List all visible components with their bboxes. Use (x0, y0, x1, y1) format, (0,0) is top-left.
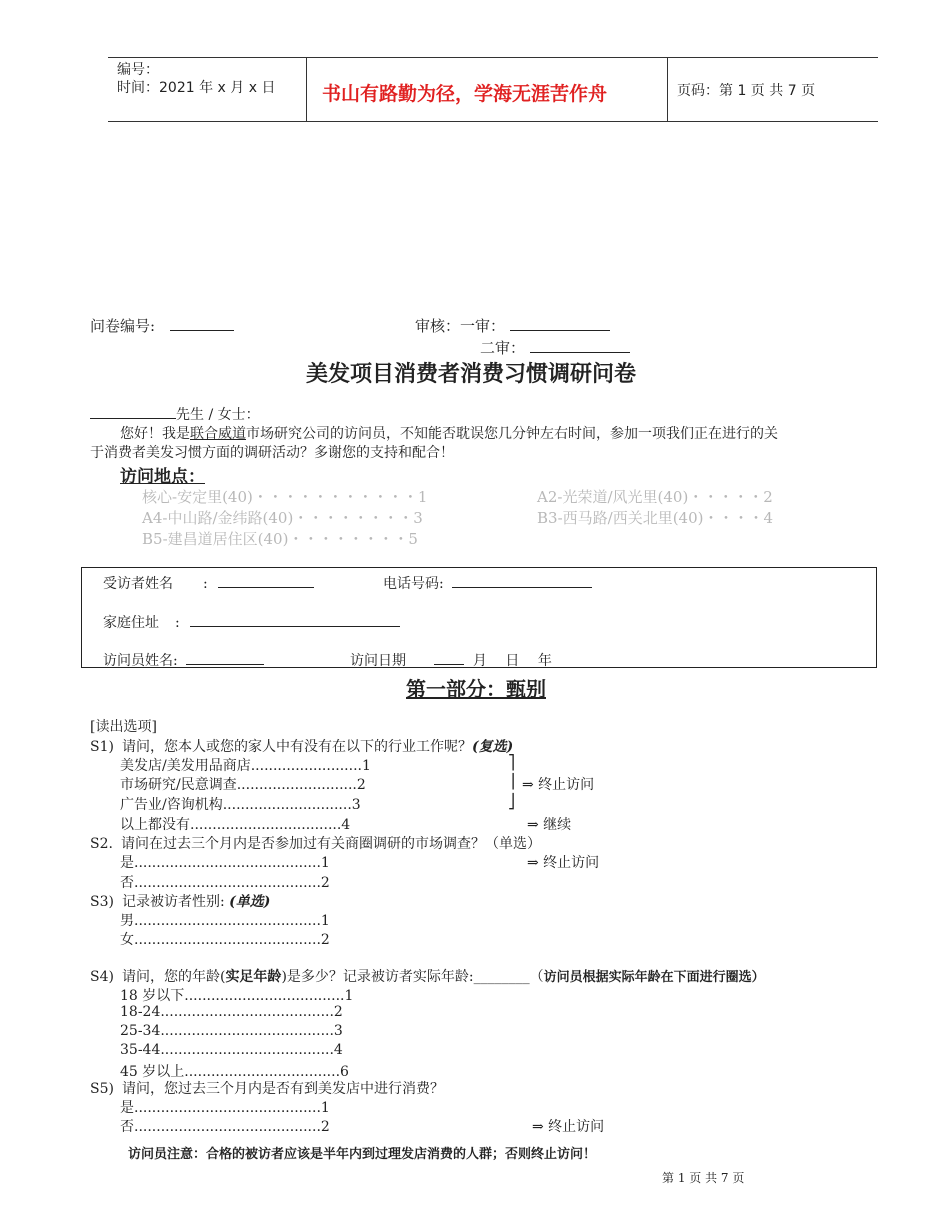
option-row[interactable]: 否..........................................2 (120, 875, 330, 891)
header-divider-1 (306, 57, 307, 122)
header-number: 编号： (117, 62, 159, 78)
option-row[interactable]: 男..........................................1 (120, 913, 330, 929)
question-s1: S1) 请问，您本人或您的家人中有没有在以下的行业工作呢？(复选) (90, 739, 514, 755)
terminate-note: ⇒ 终止访问 (532, 1119, 605, 1135)
question-s2: S2. 请问在过去三个月内是否参加过有关商圈调研的市场调查？（单选） (90, 836, 541, 852)
date-field[interactable] (434, 650, 464, 665)
read-options-label: [读出选项] (90, 719, 157, 735)
questionnaire-number: 问卷编号: (90, 315, 234, 336)
address-row: 家庭住址 : (103, 612, 400, 632)
option-row[interactable]: 以上都没有..................................4 (120, 817, 351, 833)
salutation: 先生 / 女士： (90, 404, 260, 424)
location-item: B5-建昌道居住区(40)・・・・・・・・5 (142, 530, 418, 548)
phone-row: 电话号码: (383, 573, 592, 593)
greeting-line-2: 于消费者美发习惯方面的调研活动？多谢您的支持和配合！ (90, 445, 454, 461)
phone-field[interactable] (452, 573, 592, 588)
location-item: 核心-安定里(40)・・・・・・・・・・・1 (142, 488, 428, 506)
review-second-field[interactable] (530, 338, 630, 353)
option-row[interactable]: 女..........................................2 (120, 932, 330, 948)
option-row[interactable]: 广告业/咨询机构.............................3 (120, 797, 361, 813)
greeting-line-1: 您好！我是联合威道市场研究公司的访问员，不知能否耽误您几分钟左右时间，参加一项我们正在进行的关 (120, 426, 778, 442)
option-row[interactable]: 市场研究/民意调查...........................2 (120, 777, 366, 793)
bracket: ⎥ (508, 774, 515, 790)
header-time: 时间：2021 年 x 月 x 日 (117, 80, 276, 96)
continue-note: ⇒ 继续 (527, 817, 572, 833)
location-item: B3-西马路/西关北里(40)・・・・4 (537, 509, 774, 527)
question-s3: S3) 记录被访者性别: (单选) (90, 894, 271, 910)
name-blank[interactable] (90, 404, 176, 419)
bracket: ⎤ (508, 755, 515, 771)
terminate-note: ⇒ 终止访问 (527, 855, 600, 871)
bracket: ⎦ (508, 794, 515, 810)
review-second: 二审： (480, 337, 630, 358)
questionnaire-number-field[interactable] (170, 316, 234, 331)
option-row[interactable]: 35-44.......................................4 (120, 1042, 343, 1058)
option-row[interactable]: 18-24.......................................2 (120, 1004, 343, 1020)
option-row[interactable]: 否..........................................2 (120, 1119, 330, 1135)
interviewer-field[interactable] (186, 650, 264, 665)
header-top-rule (108, 57, 878, 58)
review-first-field[interactable] (510, 316, 610, 331)
header-bottom-rule (108, 121, 878, 122)
page-footer: 第 1 页 共 7 页 (662, 1171, 745, 1185)
option-row[interactable]: 是..........................................1 (120, 1100, 330, 1116)
question-s4: S4) 请问，您的年龄(实足年龄)是多少？记录被访者实际年龄:________（访问员根据实际年龄在下面进行圈选） (90, 969, 765, 985)
option-row[interactable]: 45 岁以上...................................6 (120, 1064, 349, 1080)
header-divider-2 (667, 57, 668, 122)
location-item: A4-中山路/金纬路(40)・・・・・・・・3 (142, 509, 423, 527)
review-first: 审核：一审： (415, 315, 610, 336)
respondent-name-row: 受访者姓名 : (103, 573, 314, 593)
option-row[interactable]: 是..........................................1 (120, 855, 330, 871)
address-field[interactable] (190, 612, 400, 627)
visit-date-row: 访问日期 月 日 年 (350, 650, 552, 670)
option-row[interactable]: 18 岁以下....................................1 (120, 988, 354, 1004)
page-title: 美发项目消费者消费习惯调研问卷 (306, 361, 637, 387)
location-item: A2-光荣道/风光里(40)・・・・・2 (537, 488, 773, 506)
respondent-name-field[interactable] (218, 573, 314, 588)
header-page: 页码：第 1 页 共 7 页 (677, 83, 816, 99)
interviewer-notice: 访问员注意：合格的被访者应该是半年内到过理发店消费的人群；否则终止访问！ (128, 1147, 597, 1162)
question-s5: S5) 请问，您过去三个月内是否有到美发店中进行消费？ (90, 1081, 444, 1097)
section-title: 第一部分：甄别 (406, 677, 546, 701)
option-row[interactable]: 美发店/美发用品商店.........................1 (120, 758, 371, 774)
terminate-note: ⇒ 终止访问 (522, 777, 595, 793)
option-row[interactable]: 25-34.......................................3 (120, 1023, 343, 1039)
header-motto: 书山有路勤为径，学海无涯苦作舟 (322, 83, 608, 105)
location-label: 访问地点： (120, 467, 205, 487)
interviewer-row: 访问员姓名: (103, 650, 264, 670)
